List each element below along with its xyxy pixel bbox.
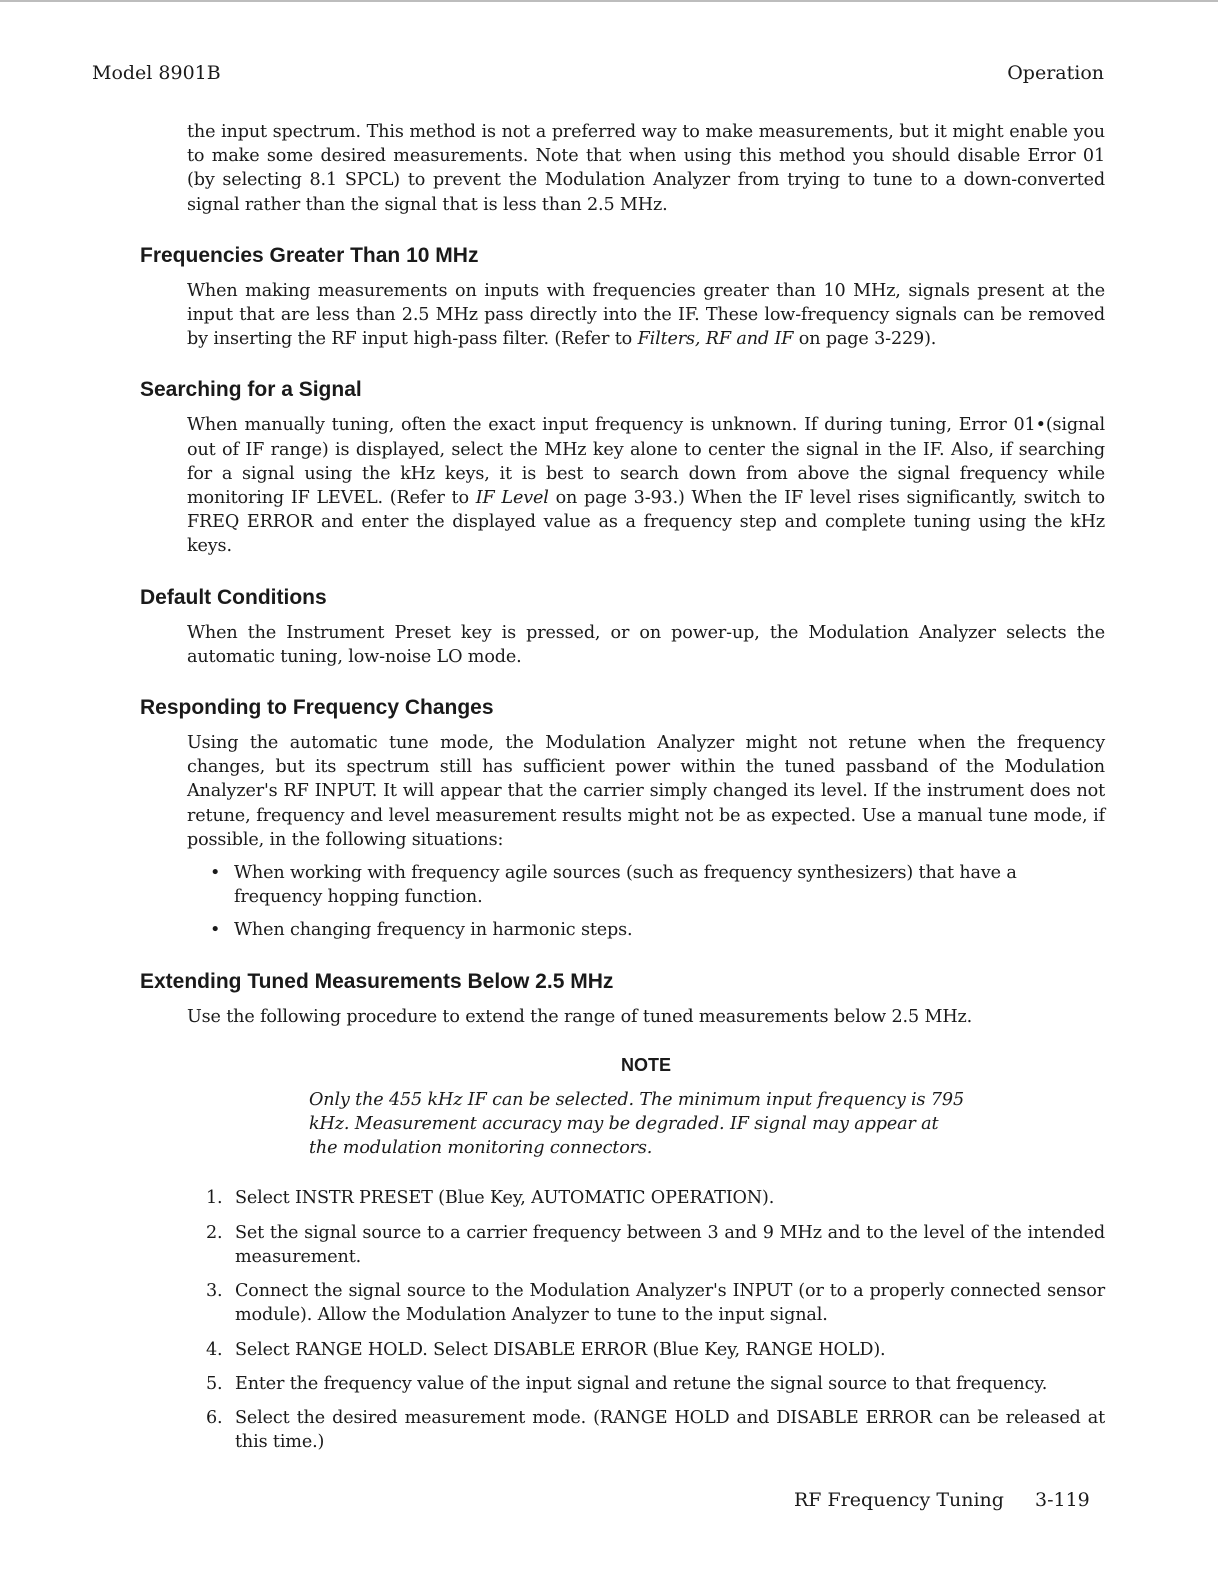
step-text: Select RANGE HOLD. Select DISABLE ERROR (Blue Key, RANGE HOLD).	[235, 1339, 886, 1360]
step-text: Connect the signal source to the Modulation Analyzer's INPUT (or to a properly connected sensor module). Allow the Modulation Analyzer to tune to the input signal.	[235, 1281, 1105, 1326]
list-item	[206, 1372, 1105, 1396]
heading-searching-signal: Searching for a Signal	[140, 378, 362, 402]
text-run: When making measurements on inputs with frequencies greater than 10 MHz, signals present at the input that are less than 2.5 MHz pass directly into the IF. These low-frequency signals can be removed by inserting the RF input high-pass filter. (Refer to	[187, 280, 1105, 350]
list-item	[206, 1186, 1105, 1210]
header-model: Model 8901B	[92, 62, 221, 84]
paragraph-frequencies-greater	[187, 279, 1105, 352]
list-item: • When working with frequency agile sources (such as frequency synthesizers) that have a frequency hopping function.	[210, 861, 1105, 909]
step-number: 2.	[206, 1222, 223, 1243]
heading-frequencies-greater: Frequencies Greater Than 10 MHz	[140, 243, 479, 267]
step-text: Select INSTR PRESET (Blue Key, AUTOMATIC OPERATION).	[235, 1188, 775, 1209]
heading-default-conditions: Default Conditions	[140, 585, 327, 609]
note-title: NOTE	[620, 1054, 671, 1075]
page-body	[140, 120, 1105, 1464]
step-number: 5.	[206, 1373, 223, 1394]
list-item	[206, 1406, 1105, 1454]
text-run: When manually tuning, often the exact input frequency is unknown. If during tuning, Error 01•(signal out of IF range) is displayed, select the MHz key alone to center the signal in the IF. Also, if searching for a signal using the kHz keys, it is best to search down from above the signal frequency while monitoring IF LEVEL. (Refer to	[187, 415, 1105, 509]
footer-section-title: RF Frequency Tuning	[794, 1489, 1004, 1511]
procedure-steps	[206, 1186, 1105, 1454]
paragraph-responding-changes: Using the automatic tune mode, the Modulation Analyzer might not retune when the frequency changes, but its spectrum still has sufficient power within the tuned passband of the Modulation Analyzer's RF INPUT. It will appear that the carrier simply changed its level. If the instrument does not retune, frequency and level measurement results might not be as expected. Use a manual tune mode, if possible, in the following situations:	[187, 733, 1105, 850]
top-rule	[0, 0, 1218, 2]
text-run: on page 3-93.) When the IF level rises significantly, switch to FREQ ERROR and enter the displayed value as a frequency step and complete tuning using the kHz keys.	[187, 488, 1105, 557]
footer-page-number: 3-119	[1035, 1489, 1090, 1511]
list-item	[206, 1279, 1105, 1327]
intro-paragraph: the input spectrum. This method is not a preferred way to make measurements, but it might enable you to make some desired measurements. Note that when using this method you should disable Error 01 (by selecting 8.1 SPCL) to prevent the Modulation Analyzer from trying to tune to a down-converted signal rather than the signal that is less than 2.5 MHz.	[187, 122, 1105, 215]
step-number: 6.	[206, 1407, 223, 1428]
note-text: Only the 455 kHz IF can be selected. The minimum input frequency is 795 kHz. Measurement accuracy may be degraded. IF signal may appear at the modulation monitoring connectors.	[309, 1089, 964, 1159]
situations-list	[210, 861, 1105, 943]
step-text: Set the signal source to a carrier frequency between 3 and 9 MHz and to the level of the intended measurement.	[235, 1222, 1105, 1267]
header-section: Operation	[1007, 62, 1104, 84]
heading-extending-measurements: Extending Tuned Measurements Below 2.5 MHz	[140, 969, 614, 993]
step-number: 1.	[206, 1188, 223, 1209]
list-item	[206, 1221, 1105, 1269]
step-number: 4.	[206, 1339, 223, 1360]
list-item	[206, 1338, 1105, 1362]
step-number: 3.	[206, 1281, 223, 1302]
paragraph-extending-measurements: Use the following procedure to extend the range of tuned measurements below 2.5 MHz.	[187, 1006, 973, 1027]
reference-if-level: IF Level	[475, 488, 549, 509]
step-text: Enter the frequency value of the input signal and retune the signal source to that frequency.	[235, 1373, 1048, 1394]
paragraph-searching-signal	[187, 413, 1105, 558]
heading-responding-changes: Responding to Frequency Changes	[140, 696, 494, 720]
step-text: Select the desired measurement mode. (RANGE HOLD and DISABLE ERROR can be released at this time.)	[235, 1407, 1105, 1453]
reference-filters: Filters, RF and IF	[637, 329, 794, 350]
text-run: on page 3-229).	[793, 329, 937, 350]
paragraph-default-conditions: When the Instrument Preset key is pressed, or on power-up, the Modulation Analyzer selects the automatic tuning, low-noise LO mode.	[187, 622, 1105, 667]
list-item: • When changing frequency in harmonic steps.	[210, 918, 1105, 942]
